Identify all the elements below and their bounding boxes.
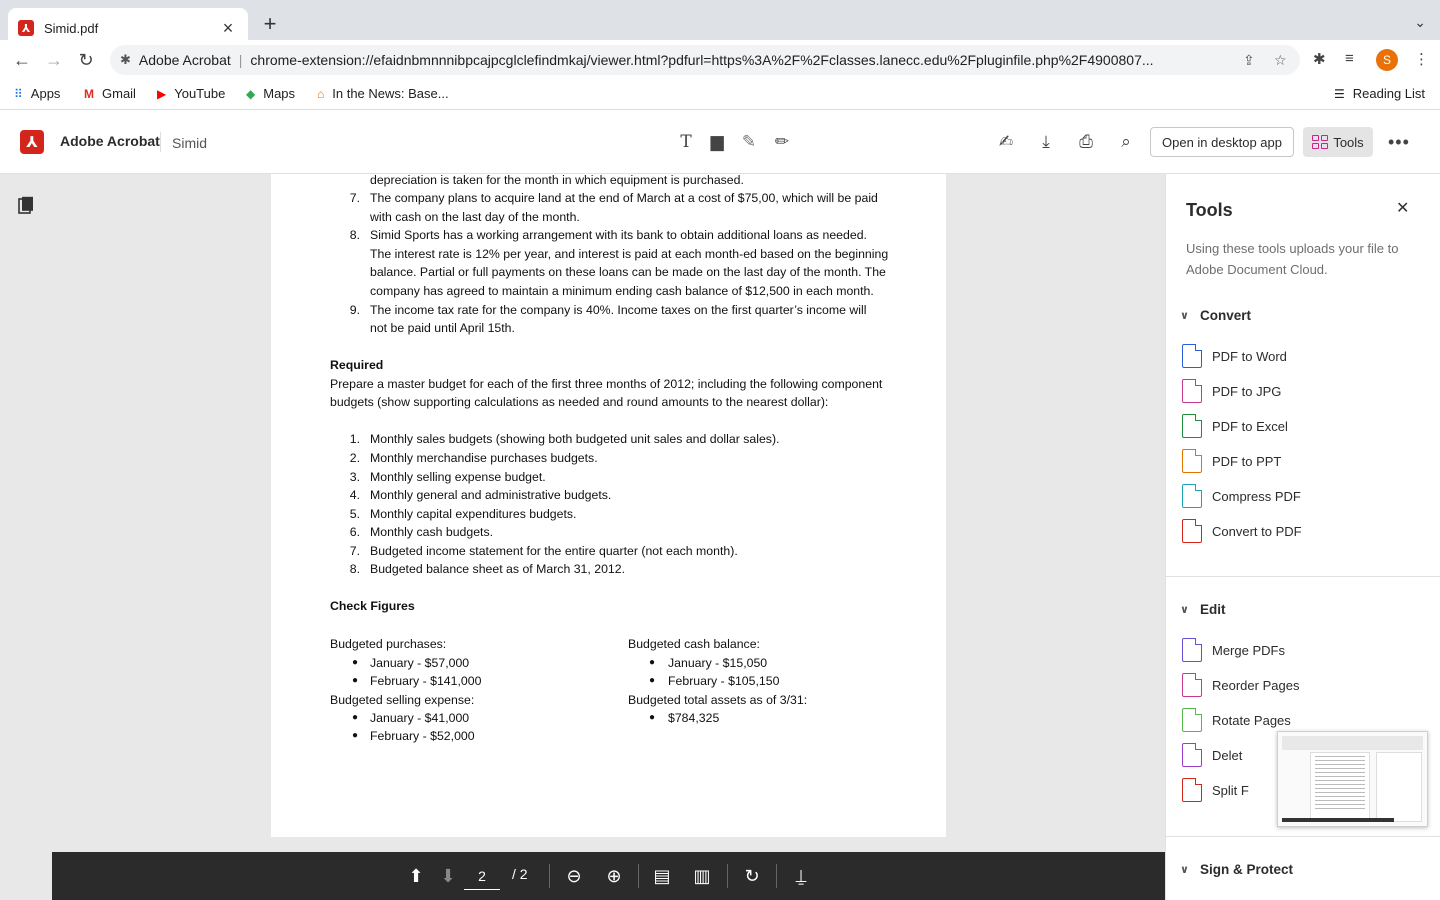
section-label: Sign & Protect xyxy=(1200,862,1294,877)
window-preview-thumbnail[interactable] xyxy=(1277,731,1428,827)
media-control-icon[interactable]: ≡ xyxy=(1345,50,1354,67)
tool-label: PDF to PPT xyxy=(1212,453,1282,469)
forward-icon[interactable]: → xyxy=(45,50,63,70)
bookmark-label: Gmail xyxy=(102,86,136,101)
bookmark-star-icon[interactable]: ☆ xyxy=(1274,52,1287,68)
document-name: Simid xyxy=(172,135,208,151)
acrobat-logo-icon: ⅄ xyxy=(20,130,44,154)
zoom-out-icon[interactable]: ⊖ xyxy=(566,866,582,886)
new-tab-icon[interactable]: + xyxy=(263,11,277,36)
word-icon xyxy=(1182,344,1202,368)
toolbar-separator xyxy=(727,864,728,888)
bullet: ● xyxy=(649,675,656,686)
doc-line: The income tax rate for the company is 40%. Income taxes on the first quarter’s income will xyxy=(370,303,867,317)
tools-button-label: Tools xyxy=(1333,134,1364,150)
tool-pdf-to-ppt[interactable] xyxy=(1212,448,1281,474)
search-icon[interactable]: ⌕ xyxy=(1121,132,1131,151)
list-number: 7. xyxy=(349,544,360,558)
panel-title: Tools xyxy=(1186,200,1233,220)
page-total: / 2 xyxy=(512,866,528,882)
tool-delete-pages[interactable] xyxy=(1212,742,1242,768)
reload-icon[interactable]: ↻ xyxy=(78,50,94,70)
tool-label: Reorder Pages xyxy=(1212,677,1300,693)
draw-icon[interactable]: ✏ xyxy=(774,132,790,151)
required-item: Monthly selling expense budget. xyxy=(370,470,546,484)
doc-line: balance. Partial or full payments on these loans can be made on the last day of the month. The xyxy=(370,265,886,279)
omnibox-separator: | xyxy=(238,52,243,68)
open-desktop-app-button[interactable]: Open in desktop app xyxy=(1150,127,1294,157)
header-divider xyxy=(160,132,161,152)
required-item: Budgeted balance sheet as of March 31, 2012. xyxy=(370,562,625,576)
acrobat-favicon-icon: ⅄ xyxy=(18,20,34,36)
list-number: 4. xyxy=(349,488,360,502)
section-label: Edit xyxy=(1200,602,1226,617)
ppt-icon xyxy=(1182,449,1202,473)
tool-reorder-pages[interactable] xyxy=(1212,672,1299,698)
tool-label: Convert to PDF xyxy=(1212,523,1302,539)
required-item: Monthly merchandise purchases budgets. xyxy=(370,451,598,465)
doc-line: Simid Sports has a working arrangement with its bank to obtain additional loans as needed. xyxy=(370,228,867,242)
reading-list[interactable] xyxy=(1334,86,1425,101)
left-rail xyxy=(0,174,52,900)
bullet: ● xyxy=(352,657,359,668)
doc-line: company has agreed to maintain a minimum ending cash balance of $12,500 in each month. xyxy=(370,284,874,298)
chevron-down-icon: ∨ xyxy=(1180,604,1189,616)
required-heading: Required xyxy=(330,358,384,372)
fit-page-icon[interactable]: ▥ xyxy=(693,866,711,886)
tool-label: Delet xyxy=(1212,747,1243,763)
print-icon[interactable]: ⎙ xyxy=(1079,132,1093,151)
preview-panel xyxy=(1376,752,1422,822)
tool-rotate-pages[interactable] xyxy=(1212,707,1291,733)
rotate-icon[interactable]: ↻ xyxy=(744,866,760,886)
required-item: Monthly capital expenditures budgets. xyxy=(370,507,577,521)
assets-label: Budgeted total assets as of 3/31: xyxy=(628,693,808,707)
url-text[interactable]: chrome-extension://efaidnbmnnnibpcajpcglclefindmkaj/viewer.html?pdfurl=https%3A%2F%2Fclasses.lanecc.edu%2Fpluginfile.php%2F4900807... xyxy=(250,52,1154,68)
required-item: Monthly sales budgets (showing both budgeted unit sales and dollar sales). xyxy=(370,432,780,446)
tool-pdf-to-word[interactable] xyxy=(1212,343,1287,369)
profile-avatar[interactable]: S xyxy=(1376,49,1398,71)
bookmark-apps[interactable] xyxy=(14,86,60,101)
list-number: 1. xyxy=(349,432,360,446)
tool-label: Compress PDF xyxy=(1212,488,1301,504)
preview-page xyxy=(1310,752,1370,822)
check-figures-heading: Check Figures xyxy=(330,599,415,613)
tool-pdf-to-excel[interactable] xyxy=(1212,413,1288,439)
compress-icon xyxy=(1182,484,1202,508)
youtube-icon: ▶ xyxy=(157,86,167,101)
tools-button[interactable] xyxy=(1303,127,1373,157)
figure-item: January - $57,000 xyxy=(370,656,470,670)
section-sign-protect[interactable] xyxy=(1180,862,1294,877)
split-icon xyxy=(1182,778,1202,802)
more-options-icon[interactable]: ••• xyxy=(1388,132,1410,152)
tool-pdf-to-jpg[interactable] xyxy=(1212,378,1281,404)
doc-line: not be paid until April 15th. xyxy=(370,321,515,335)
purchases-label: Budgeted purchases: xyxy=(330,637,447,651)
list-number: 2. xyxy=(349,451,360,465)
download-icon[interactable]: ⤓ xyxy=(1042,132,1050,151)
doc-line: with cash on the last day of the month. xyxy=(370,210,580,224)
list-number: 9. xyxy=(349,303,360,317)
tab-search-chevron-icon[interactable]: ⌄ xyxy=(1414,14,1426,30)
chrome-menu-icon[interactable]: ⋮ xyxy=(1414,51,1429,68)
section-label: Convert xyxy=(1200,308,1252,323)
tool-convert-to-pdf[interactable] xyxy=(1212,518,1302,544)
required-item: Monthly cash budgets. xyxy=(370,525,494,539)
tool-split-pdf[interactable] xyxy=(1212,777,1249,803)
site-label: Adobe Acrobat xyxy=(138,52,231,68)
panel-divider xyxy=(1166,576,1440,577)
toolbar-separator xyxy=(776,864,777,888)
tool-label: PDF to Excel xyxy=(1212,418,1288,434)
share-icon[interactable]: ⇪ xyxy=(1243,52,1255,68)
list-number: 7. xyxy=(349,191,360,205)
section-edit[interactable] xyxy=(1180,602,1226,617)
reading-list-icon: ☰ xyxy=(1334,86,1345,101)
tab-title: Simid.pdf xyxy=(44,20,99,36)
list-number: 5. xyxy=(349,507,360,521)
fill-sign-icon[interactable]: ✍ xyxy=(998,132,1014,151)
zoom-in-icon[interactable]: ⊕ xyxy=(606,866,622,886)
reading-list-label: Reading List xyxy=(1352,86,1426,101)
cash-label: Budgeted cash balance: xyxy=(628,637,760,651)
fit-width-icon[interactable]: ▤ xyxy=(653,866,671,886)
bullet: ● xyxy=(352,675,359,686)
tool-label: Rotate Pages xyxy=(1212,712,1291,728)
list-number: 8. xyxy=(349,562,360,576)
tool-merge-pdfs[interactable] xyxy=(1212,637,1285,663)
maps-icon: ◆ xyxy=(246,86,256,101)
back-icon[interactable]: ← xyxy=(13,50,31,70)
bookmark-label: Maps xyxy=(263,86,296,101)
bookmarks-bar xyxy=(0,80,1440,110)
bookmark-label: YouTube xyxy=(174,86,226,101)
bookmark-label: Apps xyxy=(30,86,61,101)
doc-line: The interest rate is 12% per year, and interest is paid at each month-ed based on the beginning xyxy=(370,247,889,261)
required-text: Prepare a master budget for each of the first three months of 2012; including the following component xyxy=(330,377,883,391)
next-page-icon[interactable]: ⬇ xyxy=(440,866,456,886)
tool-label: Split F xyxy=(1212,782,1249,798)
merge-icon xyxy=(1182,638,1202,662)
panel-description: Using these tools uploads your file to Adobe Document Cloud. xyxy=(1186,241,1399,277)
page-navigation-toolbar xyxy=(52,852,1165,900)
selling-label: Budgeted selling expense: xyxy=(330,693,475,707)
figure-item: January - $15,050 xyxy=(668,656,768,670)
chevron-down-icon: ∨ xyxy=(1180,310,1189,322)
list-number: 8. xyxy=(349,228,360,242)
required-item: Monthly general and administrative budgets. xyxy=(370,488,612,502)
app-name: Adobe Acrobat xyxy=(60,133,160,149)
excel-icon xyxy=(1182,414,1202,438)
bullet: ● xyxy=(649,657,656,668)
extensions-icon[interactable]: ✱ xyxy=(1313,51,1326,68)
scroll-mode-icon[interactable]: ⍊ xyxy=(795,866,807,886)
figure-item: February - $141,000 xyxy=(370,674,482,688)
image-icon xyxy=(1182,379,1202,403)
gmail-icon: M xyxy=(84,86,94,101)
list-number: 3. xyxy=(349,470,360,484)
doc-line: depreciation is taken for the month in which equipment is purchased. xyxy=(370,173,744,187)
required-item: Budgeted income statement for the entire quarter (not each month). xyxy=(370,544,738,558)
apps-grid-icon: ⠿ xyxy=(14,86,23,101)
tools-grid-icon xyxy=(1312,135,1328,149)
figure-item: January - $41,000 xyxy=(370,711,470,725)
browser-toolbar xyxy=(0,40,1440,80)
reorder-icon xyxy=(1182,673,1202,697)
preview-header xyxy=(1282,736,1423,750)
pdf-page xyxy=(271,174,946,837)
section-convert[interactable] xyxy=(1180,308,1252,323)
panel-divider xyxy=(1166,836,1440,837)
bookmark-in-the-news[interactable] xyxy=(317,86,449,101)
tool-label: Merge PDFs xyxy=(1212,642,1285,658)
acrobat-header xyxy=(0,110,1440,174)
extension-puzzle-icon: ✱ xyxy=(120,52,131,67)
toolbar-separator xyxy=(549,864,550,888)
bullet: ● xyxy=(352,712,359,723)
tool-label: PDF to JPG xyxy=(1212,383,1282,399)
bullet: ● xyxy=(352,730,359,741)
close-tab-icon[interactable]: × xyxy=(222,17,234,38)
bullet: ● xyxy=(649,712,656,723)
required-text: budgets (show supporting calculations as needed and round amounts to the nearest dollar): xyxy=(330,395,829,409)
list-number: 6. xyxy=(349,525,360,539)
highlight-icon[interactable]: ✎ xyxy=(741,132,757,151)
figure-item: February - $105,150 xyxy=(668,674,780,688)
bookmark-youtube[interactable] xyxy=(157,86,225,101)
close-panel-icon[interactable]: ✕ xyxy=(1396,200,1410,217)
preview-toolbar xyxy=(1282,818,1394,822)
add-text-icon[interactable]: T xyxy=(680,132,692,152)
doc-line: The company plans to acquire land at the end of March at a cost of $75,00, which will be paid xyxy=(370,191,878,205)
tool-label: PDF to Word xyxy=(1212,348,1287,364)
rotate-page-icon xyxy=(1182,708,1202,732)
bookmark-label: In the News: Base... xyxy=(332,86,449,101)
tool-compress-pdf[interactable] xyxy=(1212,483,1301,509)
previous-page-icon[interactable]: ⬆ xyxy=(408,866,424,886)
bookmark-gmail[interactable] xyxy=(84,86,136,101)
page-thumbnails-icon[interactable] xyxy=(18,196,34,214)
news-icon: ⌂ xyxy=(317,86,325,101)
acrobat-icon xyxy=(1182,519,1202,543)
figure-item: February - $52,000 xyxy=(370,729,475,743)
comment-icon[interactable]: ▆ xyxy=(710,132,724,151)
toolbar-separator xyxy=(638,864,639,888)
page-number-input[interactable]: 2 xyxy=(464,862,500,890)
bookmark-maps[interactable] xyxy=(246,86,295,101)
delete-page-icon xyxy=(1182,743,1202,767)
figure-item: $784,325 xyxy=(668,711,720,725)
chevron-down-icon: ∨ xyxy=(1180,864,1189,876)
address-bar[interactable] xyxy=(110,45,1300,75)
